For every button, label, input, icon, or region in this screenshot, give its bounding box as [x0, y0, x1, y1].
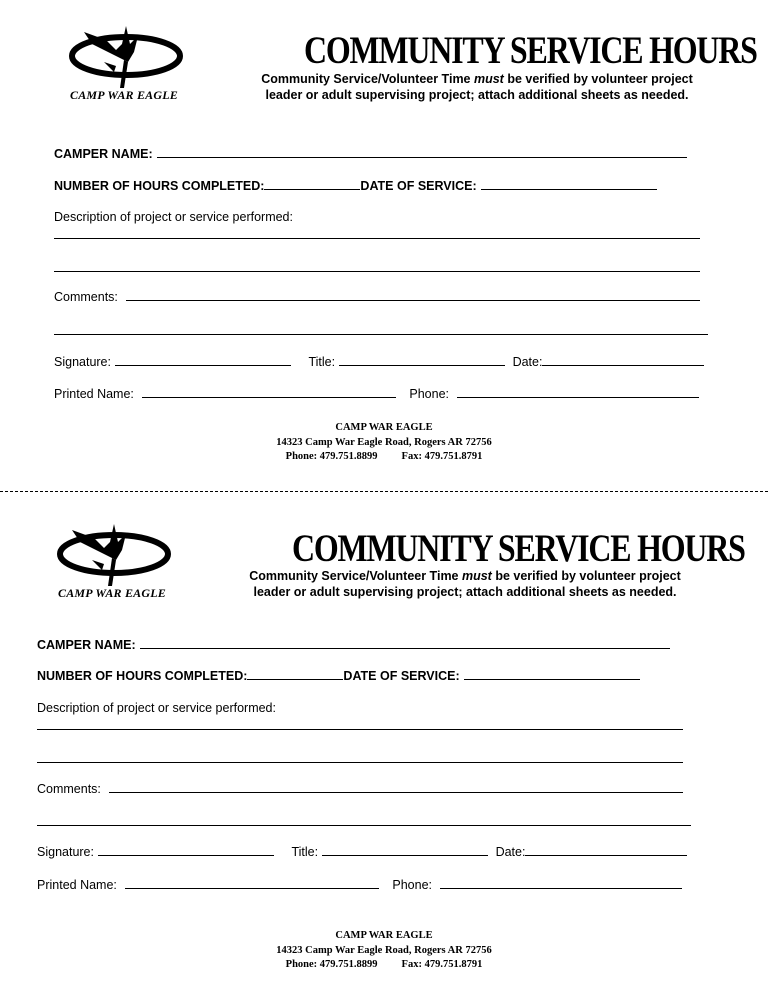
- title-label: Title:: [308, 355, 336, 369]
- camper-name-field[interactable]: [140, 636, 670, 649]
- form-bottom: [0, 491, 768, 988]
- instructions-text-1: Community Service/Volunteer Time: [261, 72, 474, 86]
- date-of-service-field[interactable]: [481, 177, 657, 190]
- comments-label: Comments:: [37, 782, 101, 796]
- footer-address: 14323 Camp War Eagle Road, Rogers AR 72756: [276, 944, 492, 956]
- instructions: [232, 71, 722, 103]
- footer-name: CAMP WAR EAGLE: [335, 422, 433, 433]
- date-field[interactable]: [525, 843, 687, 856]
- camper-name-label: CAMPER NAME:: [37, 638, 136, 652]
- instructions-emphasis: must: [461, 569, 492, 583]
- footer-address: 14323 Camp War Eagle Road, Rogers AR 72756: [276, 436, 492, 448]
- printed-name-field[interactable]: [125, 876, 379, 889]
- hours-completed-label: NUMBER OF HOURS COMPLETED:: [54, 179, 265, 193]
- title-field[interactable]: [339, 353, 505, 366]
- phone-label: Phone:: [409, 387, 450, 401]
- printed-name-row: [54, 385, 699, 402]
- camp-logo: [64, 22, 184, 107]
- date-label: Date:: [512, 355, 543, 369]
- footer: [0, 421, 768, 465]
- description-field-line-2[interactable]: [54, 271, 700, 272]
- camper-name-field[interactable]: [157, 145, 687, 158]
- title-label: Title:: [291, 845, 319, 859]
- phone-field[interactable]: [457, 385, 699, 398]
- date-of-service-label: DATE OF SERVICE:: [360, 179, 477, 193]
- footer-phone: Phone: 479.751.8899: [285, 451, 378, 462]
- comments-row: [54, 288, 700, 305]
- instructions-emphasis: must: [473, 72, 504, 86]
- instructions-text-3: leader or adult supervising project; attach additional sheets as needed.: [253, 585, 677, 599]
- hours-completed-field[interactable]: [247, 667, 343, 680]
- date-field[interactable]: [542, 353, 704, 366]
- comments-field-line-2[interactable]: [54, 334, 708, 335]
- camper-name-label: CAMPER NAME:: [54, 147, 153, 161]
- signature-label: Signature:: [54, 355, 111, 369]
- signature-field[interactable]: [98, 843, 274, 856]
- comments-label: Comments:: [54, 290, 118, 304]
- footer: [0, 929, 768, 973]
- comments-row: [37, 780, 683, 797]
- description-label: Description of project or service performed:: [54, 210, 293, 224]
- comments-field[interactable]: [126, 288, 700, 301]
- description-label: Description of project or service performed:: [37, 701, 276, 715]
- footer-fax: Fax: 479.751.8791: [401, 959, 483, 970]
- hours-row: [54, 177, 657, 194]
- description-field-line-1[interactable]: [54, 238, 700, 239]
- date-of-service-field[interactable]: [464, 667, 640, 680]
- comments-field-line-2[interactable]: [37, 825, 691, 826]
- signature-row: [37, 843, 687, 860]
- footer-phone: Phone: 479.751.8899: [285, 959, 378, 970]
- instructions: [220, 568, 710, 600]
- footer-fax: Fax: 479.751.8791: [401, 451, 483, 462]
- camper-name-row: [37, 636, 670, 653]
- footer-name: CAMP WAR EAGLE: [335, 930, 433, 941]
- logo-text: CAMP WAR EAGLE: [58, 586, 166, 600]
- printed-name-label: Printed Name:: [37, 878, 117, 892]
- printed-name-label: Printed Name:: [54, 387, 134, 401]
- hours-completed-label: NUMBER OF HOURS COMPLETED:: [37, 669, 248, 683]
- printed-name-row: [37, 876, 682, 893]
- description-field-line-1[interactable]: [37, 729, 683, 730]
- logo-text: CAMP WAR EAGLE: [70, 88, 178, 102]
- page-title: COMMUNITY SERVICE HOURS: [304, 29, 757, 72]
- camper-name-row: [54, 145, 687, 162]
- date-of-service-label: DATE OF SERVICE:: [343, 669, 460, 683]
- comments-field[interactable]: [109, 780, 683, 793]
- instructions-text-2: be verified by volunteer project: [491, 569, 681, 583]
- phone-label: Phone:: [392, 878, 433, 892]
- instructions-text-1: Community Service/Volunteer Time: [249, 569, 462, 583]
- phone-field[interactable]: [440, 876, 682, 889]
- signature-label: Signature:: [37, 845, 94, 859]
- date-label: Date:: [495, 845, 526, 859]
- signature-row: [54, 353, 704, 370]
- hours-row: [37, 667, 640, 684]
- hours-completed-field[interactable]: [264, 177, 360, 190]
- instructions-text-2: be verified by volunteer project: [503, 72, 693, 86]
- camp-logo: [52, 520, 172, 605]
- title-field[interactable]: [322, 843, 488, 856]
- description-field-line-2[interactable]: [37, 762, 683, 763]
- instructions-text-3: leader or adult supervising project; attach additional sheets as needed.: [265, 88, 689, 102]
- page-title: COMMUNITY SERVICE HOURS: [292, 527, 745, 570]
- eagle-logo-icon: [64, 22, 184, 88]
- eagle-logo-icon: [52, 520, 172, 586]
- signature-field[interactable]: [115, 353, 291, 366]
- printed-name-field[interactable]: [142, 385, 396, 398]
